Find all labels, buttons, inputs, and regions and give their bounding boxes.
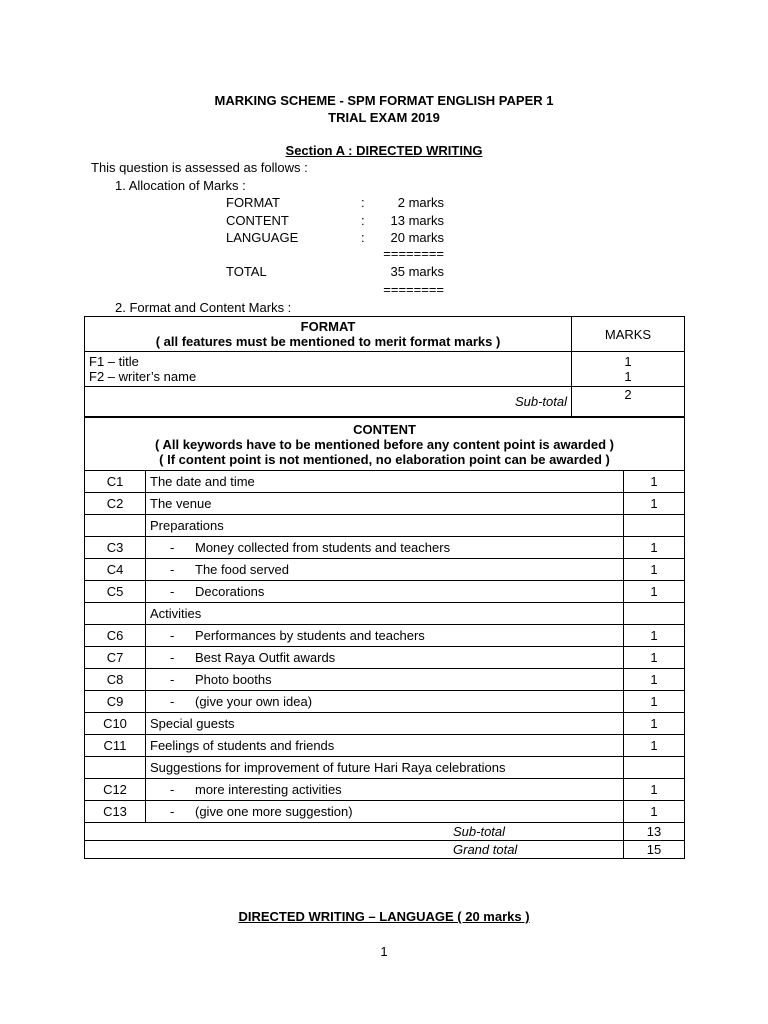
format-item-f2: F2 – writer’s name: [89, 369, 197, 384]
content-description: Suggestions for improvement of future Hari Raya celebrations: [150, 760, 506, 775]
content-mark: 1: [624, 471, 685, 493]
content-code: C6: [85, 625, 146, 647]
content-code: C4: [85, 559, 146, 581]
total-label: TOTAL: [226, 264, 267, 279]
content-row: [85, 493, 685, 515]
separator: ========: [383, 246, 444, 261]
bullet-dash: -: [170, 694, 175, 709]
content-mark: 1: [624, 669, 685, 691]
format-mark-f1: 1: [624, 354, 632, 369]
section-a-heading: Section A : DIRECTED WRITING: [285, 143, 483, 158]
content-grandtotal-value: 15: [624, 841, 685, 859]
content-mark: 1: [624, 493, 685, 515]
content-description-cell: [146, 625, 624, 647]
content-mark: [624, 603, 685, 625]
allocation-label: FORMAT: [226, 195, 280, 210]
content-code: C8: [85, 669, 146, 691]
document-subtitle: TRIAL EXAM 2019: [328, 110, 440, 125]
content-description: Photo booths: [195, 672, 272, 687]
content-code: C10: [85, 713, 146, 735]
marks-header: MARKS: [572, 317, 685, 352]
format-marks: [572, 352, 685, 387]
allocation-colon: :: [361, 195, 365, 210]
content-code: [85, 603, 146, 625]
allocation-value: 13 marks: [390, 213, 444, 228]
content-mark: 1: [624, 691, 685, 713]
intro-text: This question is assessed as follows :: [91, 160, 308, 175]
content-row: [85, 471, 685, 493]
content-code: C1: [85, 471, 146, 493]
separator-row-2: [0, 282, 768, 299]
content-mark: 1: [624, 537, 685, 559]
content-code: [85, 757, 146, 779]
content-description: (give your own idea): [195, 694, 313, 709]
content-description-cell: [146, 713, 624, 735]
content-description-cell: [146, 559, 624, 581]
content-grandtotal-row: [85, 841, 685, 859]
separator: ========: [383, 282, 444, 297]
content-row: [85, 779, 685, 801]
content-grandtotal-label: Grand total: [85, 841, 624, 859]
content-row: [85, 537, 685, 559]
total-row: [0, 264, 768, 281]
content-row: [85, 691, 685, 713]
content-row: [85, 625, 685, 647]
content-code: C3: [85, 537, 146, 559]
content-mark: 1: [624, 801, 685, 823]
content-mark: 1: [624, 625, 685, 647]
content-description-cell: [146, 779, 624, 801]
content-description-cell: [146, 493, 624, 515]
content-description-cell: [146, 515, 624, 537]
content-row: [85, 757, 685, 779]
content-description: Special guests: [150, 716, 235, 731]
bullet-dash: -: [170, 540, 175, 555]
content-row: [85, 669, 685, 691]
format-content-item: 2. Format and Content Marks :: [115, 300, 292, 315]
content-row: [85, 515, 685, 537]
allocation-label: CONTENT: [226, 213, 289, 228]
content-description: Decorations: [195, 584, 265, 599]
content-description: Activities: [150, 606, 202, 621]
allocation-row: [0, 213, 768, 230]
content-description: Performances by students and teachers: [195, 628, 425, 643]
content-mark: 1: [624, 647, 685, 669]
content-subtotal-value: 13: [624, 823, 685, 841]
document-title: MARKING SCHEME - SPM FORMAT ENGLISH PAPER 1: [214, 93, 554, 108]
content-row: [85, 647, 685, 669]
bullet-dash: -: [170, 672, 175, 687]
content-description-cell: [146, 691, 624, 713]
content-header-title: CONTENT: [353, 421, 416, 437]
content-description: more interesting activities: [195, 782, 342, 797]
content-header: [85, 418, 685, 471]
content-mark: 1: [624, 713, 685, 735]
content-header-note-2: ( If content point is not mentioned, no elaboration point can be awarded ): [159, 451, 610, 467]
content-description-cell: [146, 537, 624, 559]
content-header-note-1: ( All keywords have to be mentioned before any content point is awarded ): [155, 436, 614, 452]
content-description: Money collected from students and teachers: [195, 540, 451, 555]
format-header-title: FORMAT: [300, 319, 356, 334]
format-subtotal-value: 2: [572, 387, 685, 417]
content-description: (give one more suggestion): [195, 804, 353, 819]
content-mark: 1: [624, 735, 685, 757]
content-description-cell: [146, 757, 624, 779]
content-table: [84, 417, 685, 859]
total-value: 35 marks: [390, 264, 444, 279]
content-description: Preparations: [150, 518, 224, 533]
content-mark: 1: [624, 581, 685, 603]
format-header: [85, 317, 572, 352]
content-code: [85, 515, 146, 537]
page-number: 1: [380, 944, 388, 959]
content-description-cell: [146, 669, 624, 691]
format-mark-f2: 1: [624, 369, 632, 384]
content-description: Best Raya Outfit awards: [195, 650, 336, 665]
content-row: [85, 801, 685, 823]
content-code: C11: [85, 735, 146, 757]
bullet-dash: -: [170, 782, 175, 797]
allocation-colon: :: [361, 213, 365, 228]
format-items: [85, 352, 572, 387]
format-table: [84, 316, 685, 417]
content-description-cell: [146, 735, 624, 757]
format-subtotal-label: Sub-total: [85, 387, 572, 417]
content-row: [85, 559, 685, 581]
bullet-dash: -: [170, 562, 175, 577]
content-row: [85, 603, 685, 625]
allocation-row: [0, 195, 768, 212]
allocation-value: 20 marks: [390, 230, 444, 245]
allocation-label: LANGUAGE: [226, 230, 299, 245]
content-mark: 1: [624, 779, 685, 801]
content-description-cell: [146, 647, 624, 669]
content-code: C13: [85, 801, 146, 823]
format-item-f1: F1 – title: [89, 354, 139, 369]
content-description: The date and time: [150, 474, 255, 489]
separator-row: [0, 246, 768, 263]
content-mark: [624, 515, 685, 537]
allocation-value: 2 marks: [397, 195, 444, 210]
content-subtotal-label: Sub-total: [85, 823, 624, 841]
content-description-cell: [146, 801, 624, 823]
content-description-cell: [146, 581, 624, 603]
bullet-dash: -: [170, 804, 175, 819]
allocation-item: 1. Allocation of Marks :: [115, 178, 246, 193]
allocation-row: [0, 230, 768, 247]
content-code: C7: [85, 647, 146, 669]
content-code: C9: [85, 691, 146, 713]
content-code: C12: [85, 779, 146, 801]
content-description-cell: [146, 471, 624, 493]
content-description: Feelings of students and friends: [150, 738, 335, 753]
content-row: [85, 713, 685, 735]
content-description-cell: [146, 603, 624, 625]
bullet-dash: -: [170, 650, 175, 665]
content-description: The food served: [195, 562, 289, 577]
allocation-colon: :: [361, 230, 365, 245]
bullet-dash: -: [170, 584, 175, 599]
language-heading: DIRECTED WRITING – LANGUAGE ( 20 marks ): [238, 909, 530, 924]
content-code: C2: [85, 493, 146, 515]
content-code: C5: [85, 581, 146, 603]
content-description: The venue: [150, 496, 212, 511]
content-mark: 1: [624, 559, 685, 581]
content-subtotal-row: [85, 823, 685, 841]
content-mark: [624, 757, 685, 779]
bullet-dash: -: [170, 628, 175, 643]
content-row: [85, 735, 685, 757]
format-header-note: ( all features must be mentioned to merit format marks ): [155, 334, 501, 349]
content-row: [85, 581, 685, 603]
